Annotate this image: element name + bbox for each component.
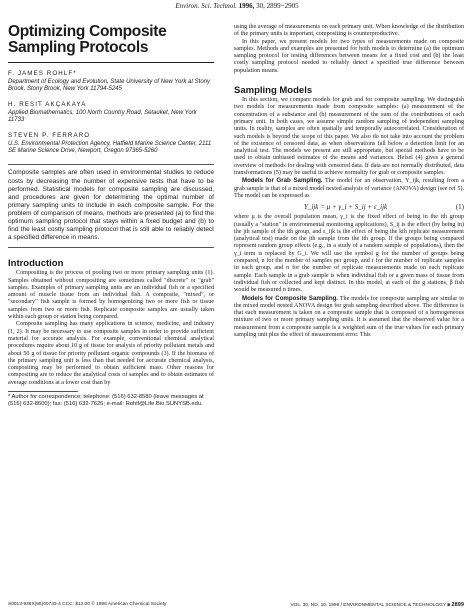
abstract-divider-top (8, 164, 214, 165)
journal-header (0, 2, 474, 10)
intro-heading: Introduction (8, 258, 64, 270)
composite-runin-heading: Models for Composite Sampling. (242, 294, 339, 302)
author-affiliation: Department of Ecology and Evolution, State University of New York at Stony Brook, Stony Brook, New York 11794-5245 (8, 79, 210, 93)
footer-journal-text: VOL. 30, NO. 10, 1996 / ENVIRONMENTAL SCIENCE & TECHNOLOGY ■ (290, 603, 451, 608)
journal-volume-pages: 30, 2899−2905 (256, 2, 299, 10)
sampling-models-heading: Sampling Models (234, 85, 313, 97)
author-affiliation: U.S. Environmental Protection Agency, Hatfield Marine Science Center, 2111 SE Marine Science Drive, Newport, Oregon 97365-5260 (8, 140, 212, 155)
author-name: STEVEN P. FERRARO (8, 131, 91, 139)
equation-number: (1) (455, 203, 464, 212)
title-divider (8, 62, 214, 63)
sampling-body (234, 97, 464, 200)
author-name: H. RESIT AKÇAKAYA (8, 100, 87, 108)
left-column (8, 24, 214, 408)
grab-runin-heading: Models for Grab Sampling. (242, 177, 323, 185)
continued-paragraph: using the average of measurements on each primary unit. When knowledge of the distribution of the primary units is important, compositing is counterproductive. (234, 24, 464, 38)
composite-text: The models for composite sampling are similar to the mixed model nested ANOVA design for grab sampling described above. The difference is that each measurement is taken on a composite sample that is composed of a homogeneous mixture of two or more primary sampling units. It is assumed that the observed value for a measurement from a composite sample is a weighted sum of the true values for each primary sampling unit plus the effect of measurement error. This (234, 295, 464, 338)
intro-body (8, 270, 214, 387)
page-footer (8, 602, 464, 608)
page-number: 2899 (451, 602, 464, 608)
model-body (234, 214, 464, 339)
paper-title: Optimizing Composite Sampling Protocols (8, 23, 167, 56)
right-column (234, 24, 464, 339)
body-paragraph: where μ is the overall population mean, γ_i is the fixed effect of being in the ith group (usually a "station" in environmental monitoring applications), S_ij is the effect (by being in) the jth sample of the ith group, and ε_ijk is the effect of being the kth replicate measurement (analytical test) made on the jth sample from the ith group. If the groups being compared represent random group effects (e.g., in a study of a random sample of populations), then the γ_i term is replaced by G_i. We will use the symbol g for the number of groups being compared, n for the number of samples per group, and r for the number of replicate samples in each group, and n for the number of replicate measurements made on each replicate sample. Each sample in a grab sample is when individual fish or a given mass of tissue from individual fish or collected and kept distinct. In this model, at each of the g stations, β fish would be measured n times. (234, 214, 464, 294)
author-footnote: * Author for correspondence; telephone: (516) 632-8580 (leave messages at (516) 632-8600); fax: (516) 632-7626; e-mail: Rohlf@Life.Bio.SUNYSB.edu. (8, 394, 204, 408)
journal-year: 1996, (238, 2, 255, 10)
grab-paragraph (234, 177, 464, 200)
equation-body: Y_ijk = μ + γ_i + S_ij + ε_ijk (304, 203, 388, 212)
grab-text: The model for an observation, Y_ijk, resulting from a grab sample is that of a mixed model nested analysis of variance (ANOVA) design (see ref 5). The model can be expressed as (234, 178, 464, 199)
intro-paragraph: Composite sampling has many applications in science, medicine, and industry (1, 2). It may be necessary to use composite samples in order to provide sufficient material for accurate analysis. For example, conventional chemical analytical procedures require about 10 g of tissue for analysis of priority pollutant metals and about 50 g of tissue for priority pollutant organic compounds (3). If the biomass of the primary sampling unit is less than that needed for accurate chemical analysis, compositing may be performed to obtain sufficient mass. Other reasons for compositing are to reduce the analytical costs of samples and to obtain estimates of average conditions at a lower cost than by (8, 321, 214, 386)
intro-paragraph: Compositing is the process of pooling two or more primary sampling units (1). Samples obtained without compositing are sometimes called "discrete" or "grab" samples. Examples of primary sampling units are an individual fish or a specified amount of muscle tissue from an individual fish. A composite, "mixed", or "secondary" fish sample is formed by homogenizing two or more fish or tissue samples from two or more fish. Replicate composite samples are usually taken within each group or station being compared. (8, 270, 214, 321)
journal-name: Environ. Sci. Technol. (175, 2, 237, 10)
equation-1 (234, 203, 464, 211)
right-body (234, 24, 464, 75)
abstract-divider-bottom (8, 247, 214, 248)
body-paragraph: In this section, we compare models for grab and for composite sampling. We distinguish two models for measurements made from composite samples: (a) measurement of the concentration of a substance and (b) measurement of the sum of the contributions of each primary unit. In both cases, we assume simple random sampling of independent sampling units. In reality, samples are often spatially and temporally autocorrelated. Consideration of such models is beyond the scope of this paper. We also do not take into account the problem of the existence of censored data, as when observations fall below a detection limit for an analytical test. The models we present are still appropriate, but special methods have to be used to obtain unbiased estimates of the means and variances. Helsel (4) gives a general overview of methods for dealing with censored data. If data are not normally distributed, data transformations (5) may be useful to achieve normality for grab or composite samples. (234, 97, 464, 177)
body-paragraph: In this paper, we present models for two types of measurements made on composite samples. Methods and examples are presented for both models to determine (a) the optimum sampling protocol for testing differences between means for a fixed cost and (b) the least costly sampling protocol needed to reliably detect a specified true difference between population means. (234, 38, 464, 74)
abstract: Composite samples are often used in environmental studies to reduce costs by decreasing the number of expensive tests that have to be performed. Statistical models for composite sampling are discussed, and procedures are given for determining the optimal number of primary sampling units to include in each composite sample. For the problem of comparison of means, methods are presented (a) to find the optimum sampling protocol that stays within a fixed budget and (b) to find the least costly sampling protocol that is still able to reliably detect a specified difference in means. (8, 169, 214, 242)
footnote-divider (8, 391, 78, 392)
footer-doi: S0013-936X(95)00733-4 CCC: $12.00 © 1996 American Chemical Society (8, 602, 167, 607)
author-affiliation: Applied Biomathematics, 100 North Country Road, Setauket, New York 11733 (8, 109, 197, 124)
composite-paragraph (234, 295, 464, 340)
author-name: F. JAMES ROHLF* (8, 70, 77, 77)
footer-journal-info (290, 602, 464, 608)
